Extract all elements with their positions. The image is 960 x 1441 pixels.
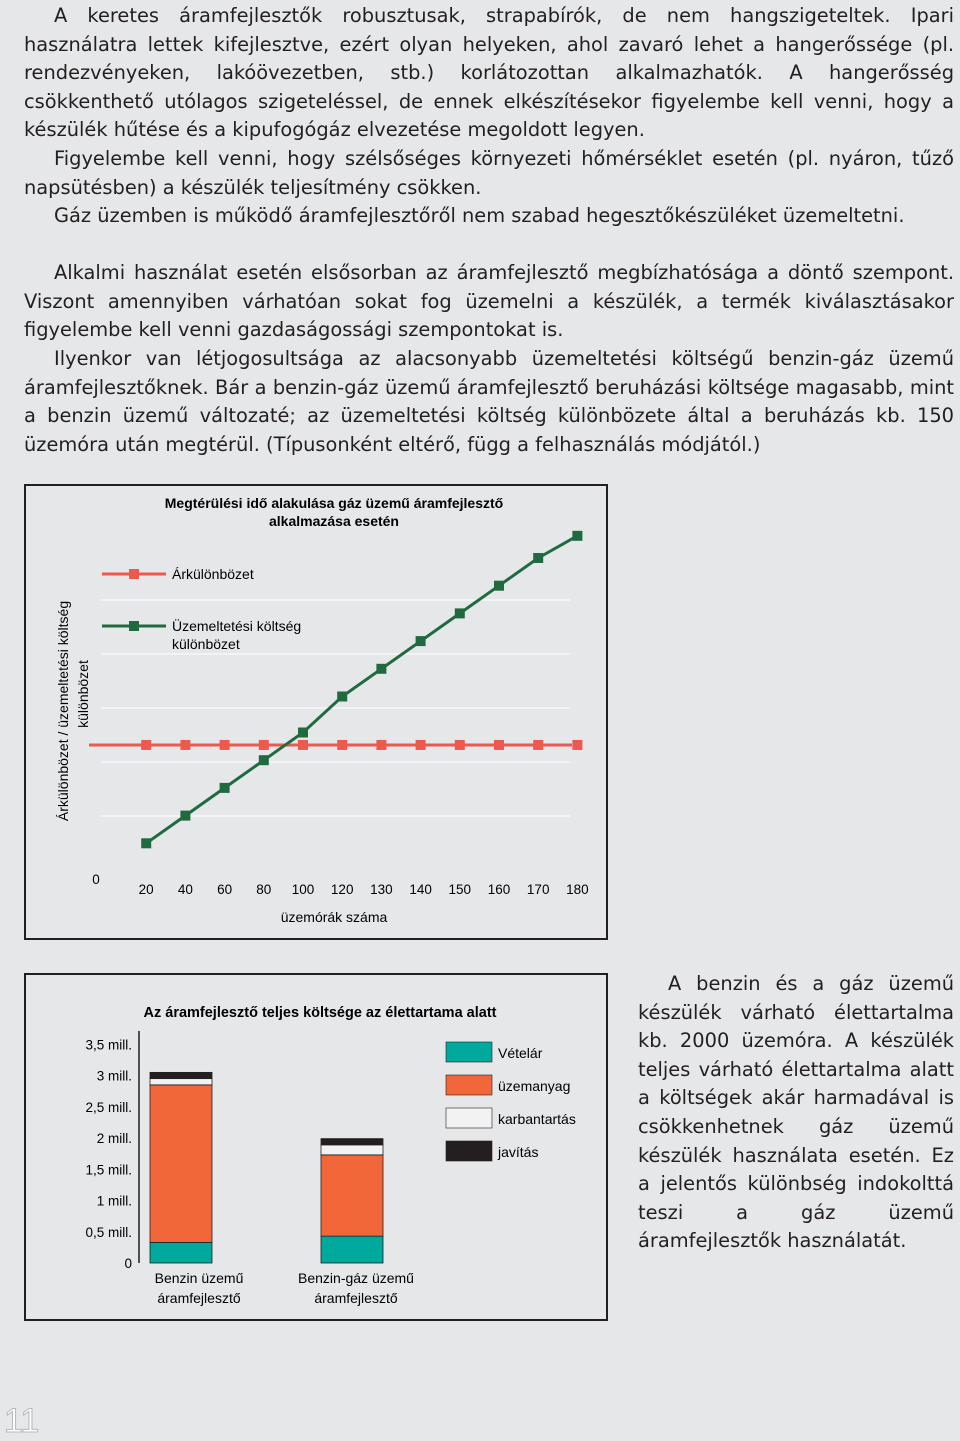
bar-chart-categories [155,1270,415,1306]
legend-marker [129,621,139,631]
x-tick-label: 180 [566,882,589,897]
bar-segment [321,1155,383,1236]
y-tick-label: 3 mill. [96,1068,132,1084]
line-chart-title-line2: alkalmazása esetén [269,513,399,529]
paragraph-5 [24,345,954,459]
line-chart-x-label: üzemórák száma [280,909,388,925]
data-point [533,740,543,750]
x-tick-label: 60 [217,882,233,897]
paragraph-2 [24,145,954,202]
legend-label: Üzemeltetési költség [172,618,302,634]
y-tick-label: 1,5 mill. [85,1162,132,1178]
y-label-line1: Árkülönbözet / üzemeltetési költség [55,600,71,822]
line-chart-title: Megtérülési idő alakulása gáz üzemű áramfejlesztő [164,495,504,511]
paragraph-4 [24,259,954,345]
paragraph-5-text: Ilyenkor van létjogosultsága az alacsonyabb üzemeltetési költségű benzin-gáz üzemű áramfejlesztőknek. Bár a benzin-gáz üzemű áramfejlesztő beruházási költsége magasabb, mint a benzin üzemű változaté; az üzemeltetési költség különbözete által a beruházás kb. 150 üzemóra után megtérül. (Típusonként eltérő, függ a felhasználás módjától.) [24,347,954,456]
legend-swatch [446,1108,492,1128]
y-tick-label: 2,5 mill. [85,1099,132,1115]
x-tick-label: 170 [526,882,550,897]
line-chart-y-label [55,601,91,821]
x-tick-label: 80 [256,882,272,897]
bar-chart-axis [85,1031,139,1271]
paragraph-3-text: Gáz üzemben is működő áramfejlesztőről nem szabad hegesztőkészüléket üzemeltetni. [54,204,905,227]
bar-chart-bars [150,1072,383,1263]
data-point [298,728,308,738]
legend-label: Árkülönbözet [172,566,254,582]
data-point [141,740,151,750]
x-tick-label: 120 [330,882,354,897]
data-point [494,581,504,591]
paragraph-1 [24,2,954,145]
paragraph-2-text: Figyelembe kell venni, hogy szélsőséges környezeti hőmérséklet esetén (pl. nyáron, tűző napsütésben) a készülék teljesítmény csökken. [24,147,954,199]
category-label: Benzin-gáz üzemű [298,1270,414,1286]
data-point [141,838,151,848]
total-cost-bar-chart [26,975,606,1319]
data-point [259,755,269,765]
bar-chart-title: Az áramfejlesztő teljes költsége az élettartama alatt [143,1005,497,1021]
data-point [337,740,347,750]
payback-line-chart [26,486,606,938]
legend-label: karbantartás [498,1111,576,1127]
data-point [298,740,308,750]
legend-swatch [446,1042,492,1062]
legend-label: különbözet [172,636,240,652]
data-point [337,691,347,701]
data-point [220,740,230,750]
y-tick-label: 1 mill. [96,1193,132,1209]
category-label: Benzin üzemű [154,1270,244,1286]
data-point [533,553,543,563]
line-chart-x-ticks [92,872,588,897]
x-tick-label: 40 [177,882,193,897]
category-label-line2: áramfejlesztő [314,1290,398,1306]
data-point [376,664,386,674]
legend-label: üzemanyag [498,1078,571,1094]
data-point [572,740,582,750]
data-point [416,740,426,750]
data-point [494,740,504,750]
x-tick-label: 140 [409,882,432,897]
bar-segment [150,1072,212,1078]
paragraph-1-text: A keretes áramfejlesztők robusztusak, strapabírók, de nem hangszigeteltek. Ipari használatra lettek kifejlesztve, ezért olyan helyeken, ahol zavaró lehet a hangerőssége (pl. rendezvényeken, lakóövezetben, stb.) korlátozottan alkalmazhatók. A hangerősség csökkenthető utólagos szigeteléssel, de ennek elkészítésekor figyelembe kell venni, hogy a készülék hűtése és a kipufogógáz elvezetése megoldott legyen. [24,4,954,142]
legend-label: Vételár [498,1045,543,1061]
y-tick-label: 3,5 mill. [85,1037,132,1053]
bar-segment [150,1242,212,1263]
data-point [180,740,190,750]
total-cost-chart-box [24,973,608,1321]
x-tick-label: 130 [370,882,393,897]
x-tick-label: 160 [487,882,511,897]
data-point [416,636,426,646]
side-text-content: A benzin és a gáz üzemű készülék várható élettartalma kb. 2000 üzemóra. A készülék teljes várható élettartalma alatt a költségek akár harmadával is csökkenhetnek gáz üzemű készülék használata esetén. Ez a jelentős különbség indokolttá teszi a gáz üzemű áramfejlesztők használatát. [638,972,954,1253]
side-text [638,970,954,1256]
x-tick-label: 150 [448,882,472,897]
paragraph-4-text: Alkalmi használat esetén elsősorban az áramfejlesztő megbízhatósága a döntő szempont. Viszont amennyiben várhatóan sokat fog üzemelni a készülék, a termék kiválasztásakor figyelembe kell venni gazdaságossági szempontokat is. [24,261,954,342]
y-tick-label: 0 [124,1256,132,1271]
legend-swatch [446,1075,492,1095]
y-label-line2: különbözet [75,660,91,728]
legend-marker [129,569,139,579]
bar-segment [150,1085,212,1243]
line-chart-series [89,531,582,848]
x-tick-label: 20 [138,882,154,897]
data-point [376,740,386,750]
payback-chart-box [24,484,608,940]
category-label-line2: áramfejlesztő [157,1290,241,1306]
bar-segment [321,1145,383,1155]
data-point [572,531,582,541]
legend-swatch [446,1141,492,1161]
data-point [180,811,190,821]
bar-segment [321,1139,383,1145]
bar-segment [150,1079,212,1085]
data-point [259,740,269,750]
data-point [455,608,465,618]
y-tick-label: 2 mill. [96,1131,132,1146]
data-point [455,740,465,750]
bar-segment [321,1236,383,1263]
bar-chart-legend [446,1042,576,1161]
paragraph-3 [24,202,954,231]
x-tick-label: 0 [92,872,100,887]
y-tick-label: 0,5 mill. [85,1224,132,1240]
x-tick-label: 100 [291,882,315,897]
data-point [220,783,230,793]
page-number: 11 [4,1402,40,1440]
line-chart-legend [102,566,301,652]
legend-label: javítás [498,1144,539,1160]
